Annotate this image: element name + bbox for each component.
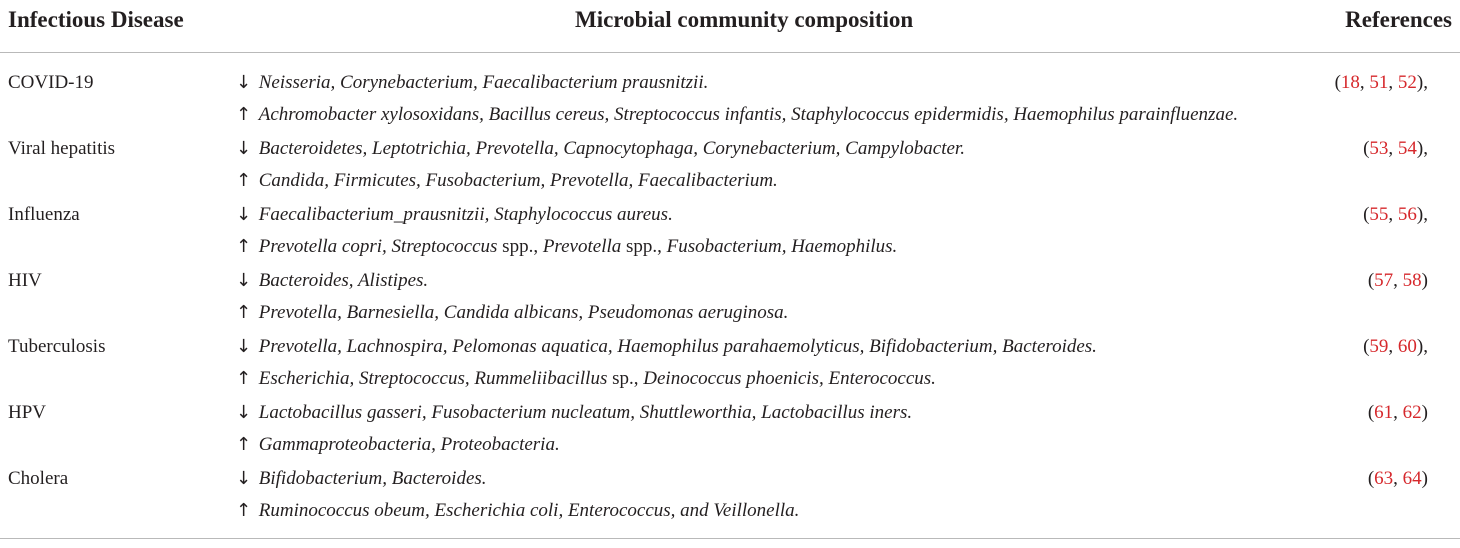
increased-line xyxy=(236,99,1238,131)
disease-name: HIV xyxy=(8,270,42,291)
references-cell: (57, 58) xyxy=(1367,270,1428,291)
decreased-line xyxy=(236,463,799,495)
reference-link-62[interactable]: 62 xyxy=(1402,402,1422,423)
table-row xyxy=(0,67,1460,133)
composition-cell xyxy=(236,331,1097,395)
decreased-taxa: Bacteroides, Alistipes. xyxy=(258,270,429,291)
disease-name: Influenza xyxy=(8,204,80,225)
down-arrow-icon: ↓ xyxy=(236,336,252,357)
disease-name: Cholera xyxy=(8,468,69,489)
increased-line xyxy=(236,297,788,329)
decreased-line xyxy=(236,397,912,429)
reference-link-64[interactable]: 64 xyxy=(1402,468,1422,489)
header-infectious-disease: Infectious Disease xyxy=(8,7,184,32)
increased-taxa: Achromobacter xylosoxidans, Bacillus cereus, Streptococcus infantis, Staphylococcus epidermidis, Haemophilus parainfluenzae. xyxy=(258,104,1239,125)
header-references: References xyxy=(1345,7,1452,32)
header-microbial-composition: Microbial community composition xyxy=(575,7,914,32)
increased-line xyxy=(236,231,897,263)
decreased-line xyxy=(236,331,1097,363)
increased-taxa: Ruminococcus obeum, Escherichia coli, Enterococcus, and Veillonella. xyxy=(258,500,800,521)
reference-link-63[interactable]: 63 xyxy=(1374,468,1394,489)
increased-taxa: Prevotella xyxy=(542,236,622,257)
up-arrow-icon: ↑ xyxy=(236,236,252,257)
down-arrow-icon: ↓ xyxy=(236,468,252,489)
table-row xyxy=(0,331,1460,397)
reference-link-53[interactable]: 53 xyxy=(1369,138,1389,159)
composition-cell xyxy=(236,67,1238,131)
decreased-taxa: Prevotella, Lachnospira, Pelomonas aquatica, Haemophilus parahaemolyticus, Bifidobacterium, Bacteroides. xyxy=(258,336,1097,357)
table-bottom-rule xyxy=(0,538,1460,539)
reference-link-54[interactable]: 54 xyxy=(1397,138,1417,159)
up-arrow-icon: ↑ xyxy=(236,170,252,191)
decreased-line xyxy=(236,265,788,297)
decreased-line xyxy=(236,67,1238,99)
increased-line xyxy=(236,429,912,461)
increased-line xyxy=(236,495,799,527)
decreased-taxa: Bifidobacterium, Bacteroides. xyxy=(258,468,487,489)
composition-cell xyxy=(236,397,912,461)
composition-cell xyxy=(236,265,788,329)
increased-line xyxy=(236,165,965,197)
up-arrow-icon: ↑ xyxy=(236,434,252,455)
table-row xyxy=(0,133,1460,199)
reference-link-57[interactable]: 57 xyxy=(1374,270,1394,291)
up-arrow-icon: ↑ xyxy=(236,368,252,389)
decreased-taxa: Bacteroidetes, Leptotrichia, Prevotella, Capnocytophaga, Corynebacterium, Campylobacter. xyxy=(258,138,965,159)
references-cell: (55, 56), xyxy=(1363,204,1428,225)
increased-taxa: Candida, Firmicutes, Fusobacterium, Prevotella, Faecalibacterium. xyxy=(258,170,778,191)
references-cell: (59, 60), xyxy=(1363,336,1428,357)
references-cell: (61, 62) xyxy=(1367,402,1428,423)
composition-cell xyxy=(236,133,965,197)
decreased-taxa: Lactobacillus gasseri, Fusobacterium nucleatum, Shuttleworthia, Lactobacillus iners. xyxy=(258,402,913,423)
disease-name: HPV xyxy=(8,402,47,423)
decreased-taxa: Neisseria, Corynebacterium, Faecalibacterium prausnitzii. xyxy=(258,72,709,93)
decreased-line xyxy=(236,199,897,231)
species-abbrev: sp., xyxy=(607,368,644,389)
increased-taxa: Gammaproteobacteria, Proteobacteria. xyxy=(258,434,560,455)
increased-line xyxy=(236,363,1097,395)
reference-link-59[interactable]: 59 xyxy=(1369,336,1389,357)
up-arrow-icon: ↑ xyxy=(236,302,252,323)
decreased-line xyxy=(236,133,965,165)
composition-cell xyxy=(236,199,897,263)
increased-taxa: Prevotella, Barnesiella, Candida albicans, Pseudomonas aeruginosa. xyxy=(258,302,789,323)
down-arrow-icon: ↓ xyxy=(236,138,252,159)
reference-link-56[interactable]: 56 xyxy=(1397,204,1417,225)
table-header xyxy=(0,0,1460,53)
reference-link-51[interactable]: 51 xyxy=(1369,72,1389,93)
increased-taxa: Prevotella copri, Streptococcus xyxy=(258,236,498,257)
reference-link-60[interactable]: 60 xyxy=(1397,336,1417,357)
table-row xyxy=(0,463,1460,529)
species-abbrev: spp., xyxy=(621,236,667,257)
up-arrow-icon: ↑ xyxy=(236,104,252,125)
reference-link-18[interactable]: 18 xyxy=(1340,72,1360,93)
decreased-taxa: Faecalibacterium_prausnitzii, Staphylococcus aureus. xyxy=(258,204,673,225)
down-arrow-icon: ↓ xyxy=(236,402,252,423)
table-row xyxy=(0,397,1460,463)
reference-link-58[interactable]: 58 xyxy=(1402,270,1422,291)
references-cell: (53, 54), xyxy=(1363,138,1428,159)
reference-link-52[interactable]: 52 xyxy=(1397,72,1417,93)
disease-name: COVID-19 xyxy=(8,72,94,93)
up-arrow-icon: ↑ xyxy=(236,500,252,521)
disease-name: Tuberculosis xyxy=(8,336,106,357)
references-cell: (18, 51, 52), xyxy=(1334,72,1428,93)
table-row xyxy=(0,265,1460,331)
down-arrow-icon: ↓ xyxy=(236,270,252,291)
reference-link-55[interactable]: 55 xyxy=(1369,204,1389,225)
down-arrow-icon: ↓ xyxy=(236,204,252,225)
disease-name: Viral hepatitis xyxy=(8,138,116,159)
down-arrow-icon: ↓ xyxy=(236,72,252,93)
composition-cell xyxy=(236,463,799,527)
increased-taxa: Deinococcus phoenicis, Enterococcus. xyxy=(643,368,936,389)
table-row xyxy=(0,199,1460,265)
species-abbrev: spp., xyxy=(497,236,543,257)
reference-link-61[interactable]: 61 xyxy=(1374,402,1394,423)
increased-taxa: Fusobacterium, Haemophilus. xyxy=(666,236,898,257)
references-cell: (63, 64) xyxy=(1367,468,1428,489)
increased-taxa: Escherichia, Streptococcus, Rummeliibacillus xyxy=(258,368,608,389)
